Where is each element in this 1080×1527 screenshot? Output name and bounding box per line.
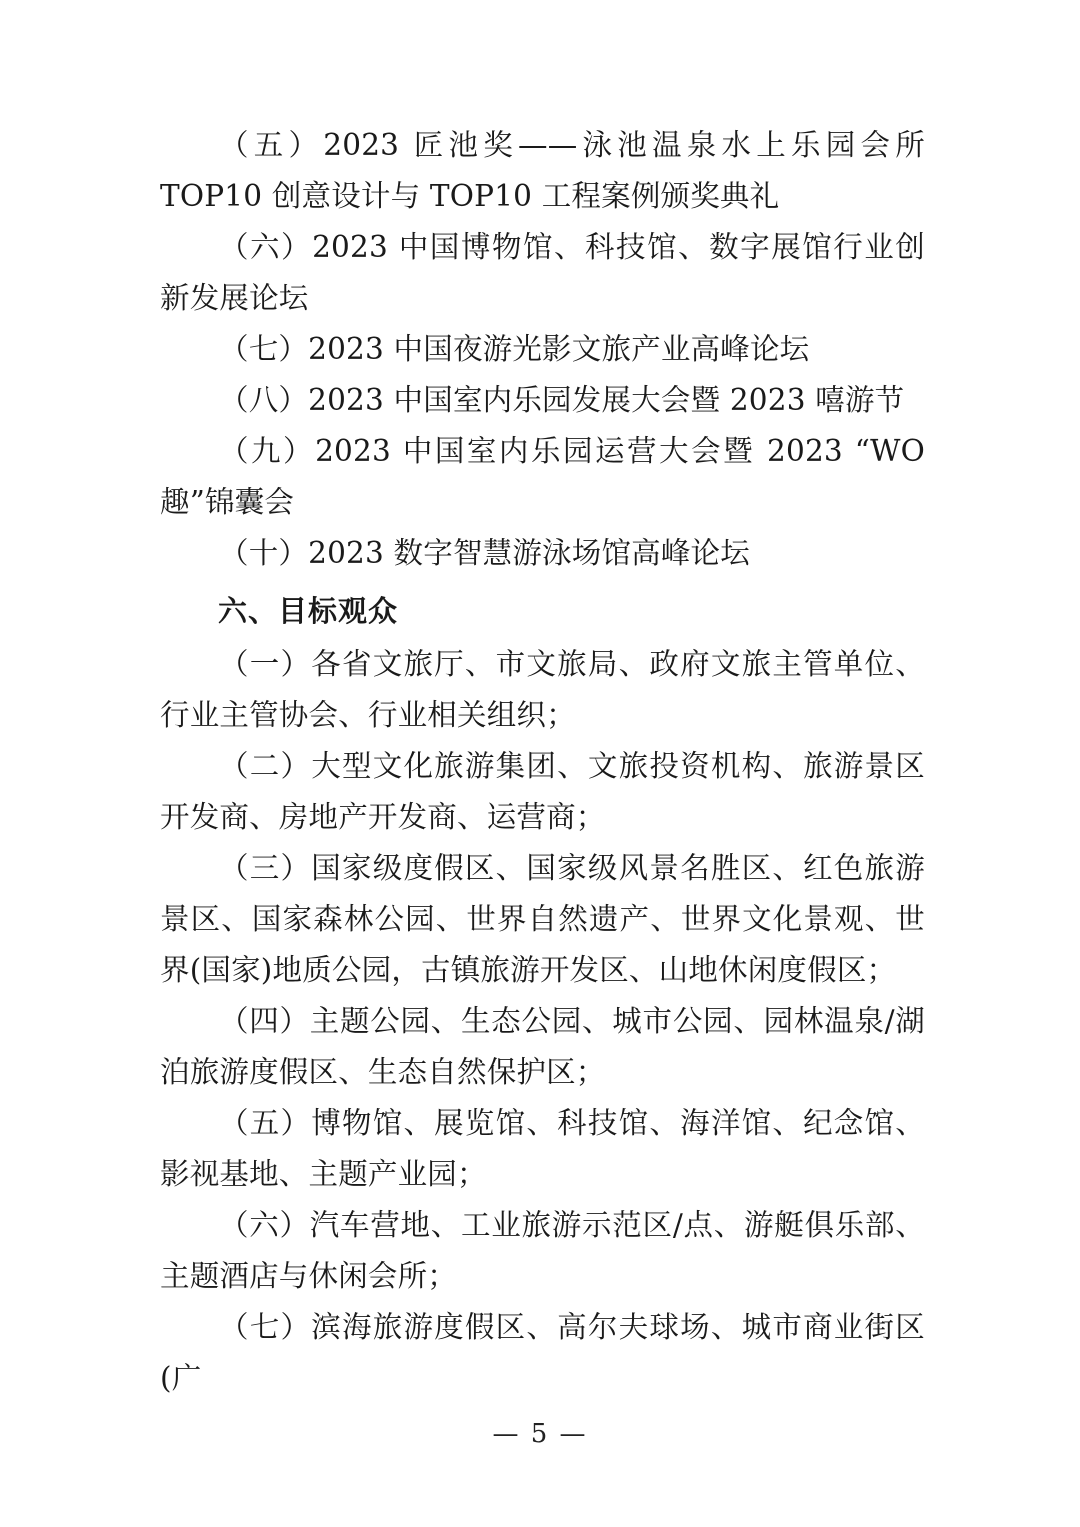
paragraph-audience-2: （二）大型文化旅游集团、文旅投资机构、旅游景区开发商、房地产开发商、运营商； <box>160 749 925 834</box>
paragraph-event-7: （七）2023 中国夜游光影文旅产业高峰论坛 <box>219 332 810 366</box>
document-body <box>160 120 925 1404</box>
paragraph-audience-6: （六）汽车营地、工业旅游示范区/点、游艇俱乐部、主题酒店与休闲会所； <box>160 1208 925 1293</box>
paragraph-audience-4: （四）主题公园、生态公园、城市公园、园林温泉/湖泊旅游度假区、生态自然保护区； <box>160 1004 925 1089</box>
section-heading-target-audience: 六、目标观众 <box>218 594 399 628</box>
paragraph-event-5: （五）2023 匠池奖——泳池温泉水上乐园会所 TOP10 创意设计与 TOP10 工程案例颁奖典礼 <box>160 128 925 213</box>
paragraph-event-10: （十）2023 数字智慧游泳场馆高峰论坛 <box>219 536 750 570</box>
paragraph-audience-1: （一）各省文旅厅、市文旅局、政府文旅主管单位、行业主管协会、行业相关组织； <box>160 647 925 732</box>
paragraph-audience-7: （七）滨海旅游度假区、高尔夫球场、城市商业街区(广 <box>160 1310 925 1395</box>
paragraph-event-6: （六）2023 中国博物馆、科技馆、数字展馆行业创新发展论坛 <box>160 230 925 315</box>
paragraph-event-9: （九）2023 中国室内乐园运营大会暨 2023 “WO 趣”锦囊会 <box>160 434 925 519</box>
page-number: — 5 — <box>492 1419 588 1449</box>
paragraph-audience-5: （五）博物馆、展览馆、科技馆、海洋馆、纪念馆、影视基地、主题产业园； <box>160 1106 925 1191</box>
paragraph-audience-3: （三）国家级度假区、国家级风景名胜区、红色旅游景区、国家森林公园、世界自然遗产、世界文化景观、世界(国家)地质公园，古镇旅游开发区、山地休闲度假区； <box>160 851 925 987</box>
paragraph-event-8: （八）2023 中国室内乐园发展大会暨 2023 嘻游节 <box>219 383 905 417</box>
